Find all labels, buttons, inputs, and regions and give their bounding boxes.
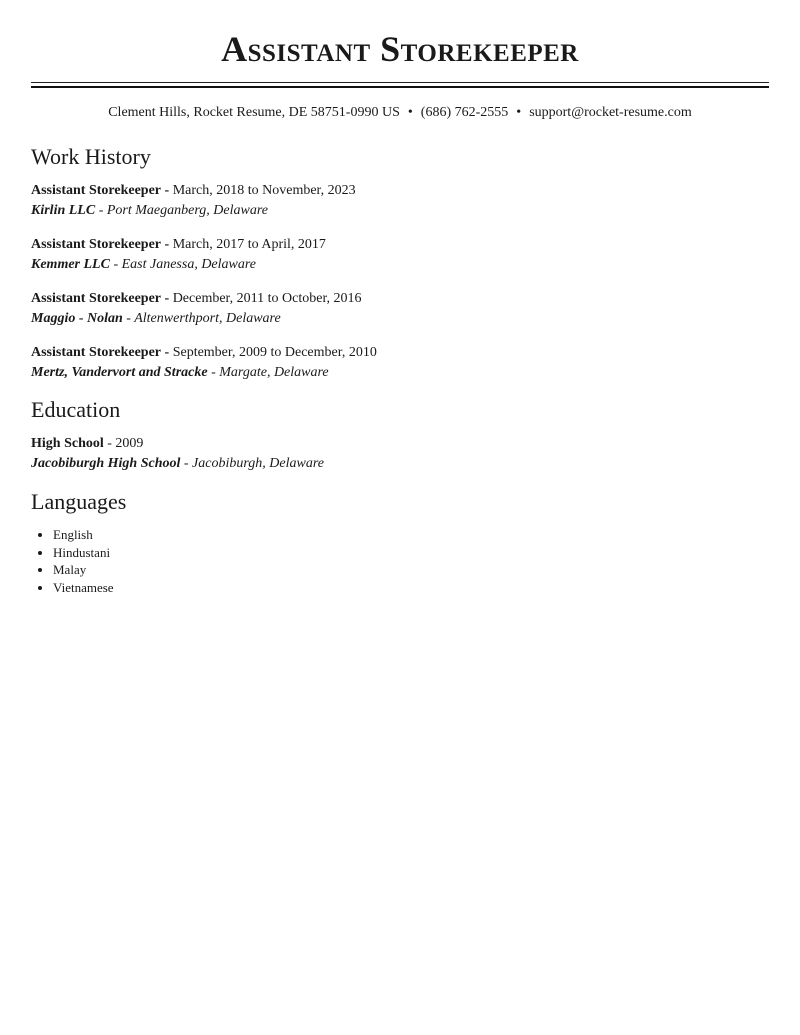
contact-email: support@rocket-resume.com [529,105,692,120]
languages-list [31,526,769,596]
separator: • [516,105,522,120]
company-name: Maggio - Nolan [31,311,123,326]
graduation-year: 2009 [115,436,144,451]
job-location: East Janessa, Delaware [121,257,257,272]
company-name: Kemmer LLC [31,257,110,272]
header-divider-thick [31,86,769,88]
contact-address: Clement Hills, Rocket Resume, DE 58751-0990 US [108,105,400,120]
job-title: Assistant Storekeeper [31,237,162,252]
company-name: Mertz, Vandervort and Stracke [31,365,208,380]
work-history-section [31,142,769,383]
education-section [31,395,769,474]
job-title: Assistant Storekeeper [31,291,162,306]
job-title: Assistant Storekeeper [31,183,162,198]
work-entry: Assistant Storekeeper - December, 2011 to October, 2016 Maggio - Nolan - Altenwerthport, Delaware [31,291,362,326]
work-entry: Assistant Storekeeper - September, 2009 to December, 2010 Mertz, Vandervort and Stracke - Margate, Delaware [31,345,377,380]
school-name: Jacobiburgh High School [31,456,181,471]
job-location: Port Maeganberg, Delaware [106,203,268,218]
separator: • [407,105,413,120]
resume-body [31,142,769,596]
list-item: • Hindustani [53,544,769,562]
education-entry: High School - 2009 Jacobiburgh High School - Jacobiburgh, Delaware [31,436,324,471]
section-heading: Languages [31,489,127,514]
contact-info [0,104,800,122]
job-dates: September, 2009 to December, 2010 [172,345,377,360]
job-location: Margate, Delaware [219,365,329,380]
degree: High School [31,436,104,451]
list-item: • Vietnamese [53,579,769,597]
contact-phone: (686) 762-2555 [420,105,509,120]
company-name: Kirlin LLC [31,203,96,218]
list-item: • Malay [53,561,769,579]
list-item: • English [53,526,769,544]
section-heading: Education [31,397,121,422]
section-heading: Work History [31,144,151,169]
work-entry: Assistant Storekeeper - March, 2018 to November, 2023 Kirlin LLC - Port Maeganberg, Delaware [31,183,356,218]
job-dates: March, 2017 to April, 2017 [172,237,326,252]
school-location: Jacobiburgh, Delaware [192,456,324,471]
job-location: Altenwerthport, Delaware [134,311,281,326]
resume-title: Assistant Storekeeper [221,29,579,69]
job-dates: December, 2011 to October, 2016 [172,291,362,306]
job-title: Assistant Storekeeper [31,345,162,360]
job-dates: March, 2018 to November, 2023 [172,183,356,198]
header-divider-thin [31,82,769,83]
languages-section [31,487,769,596]
work-entry: Assistant Storekeeper - March, 2017 to April, 2017 Kemmer LLC - East Janessa, Delaware [31,237,326,272]
